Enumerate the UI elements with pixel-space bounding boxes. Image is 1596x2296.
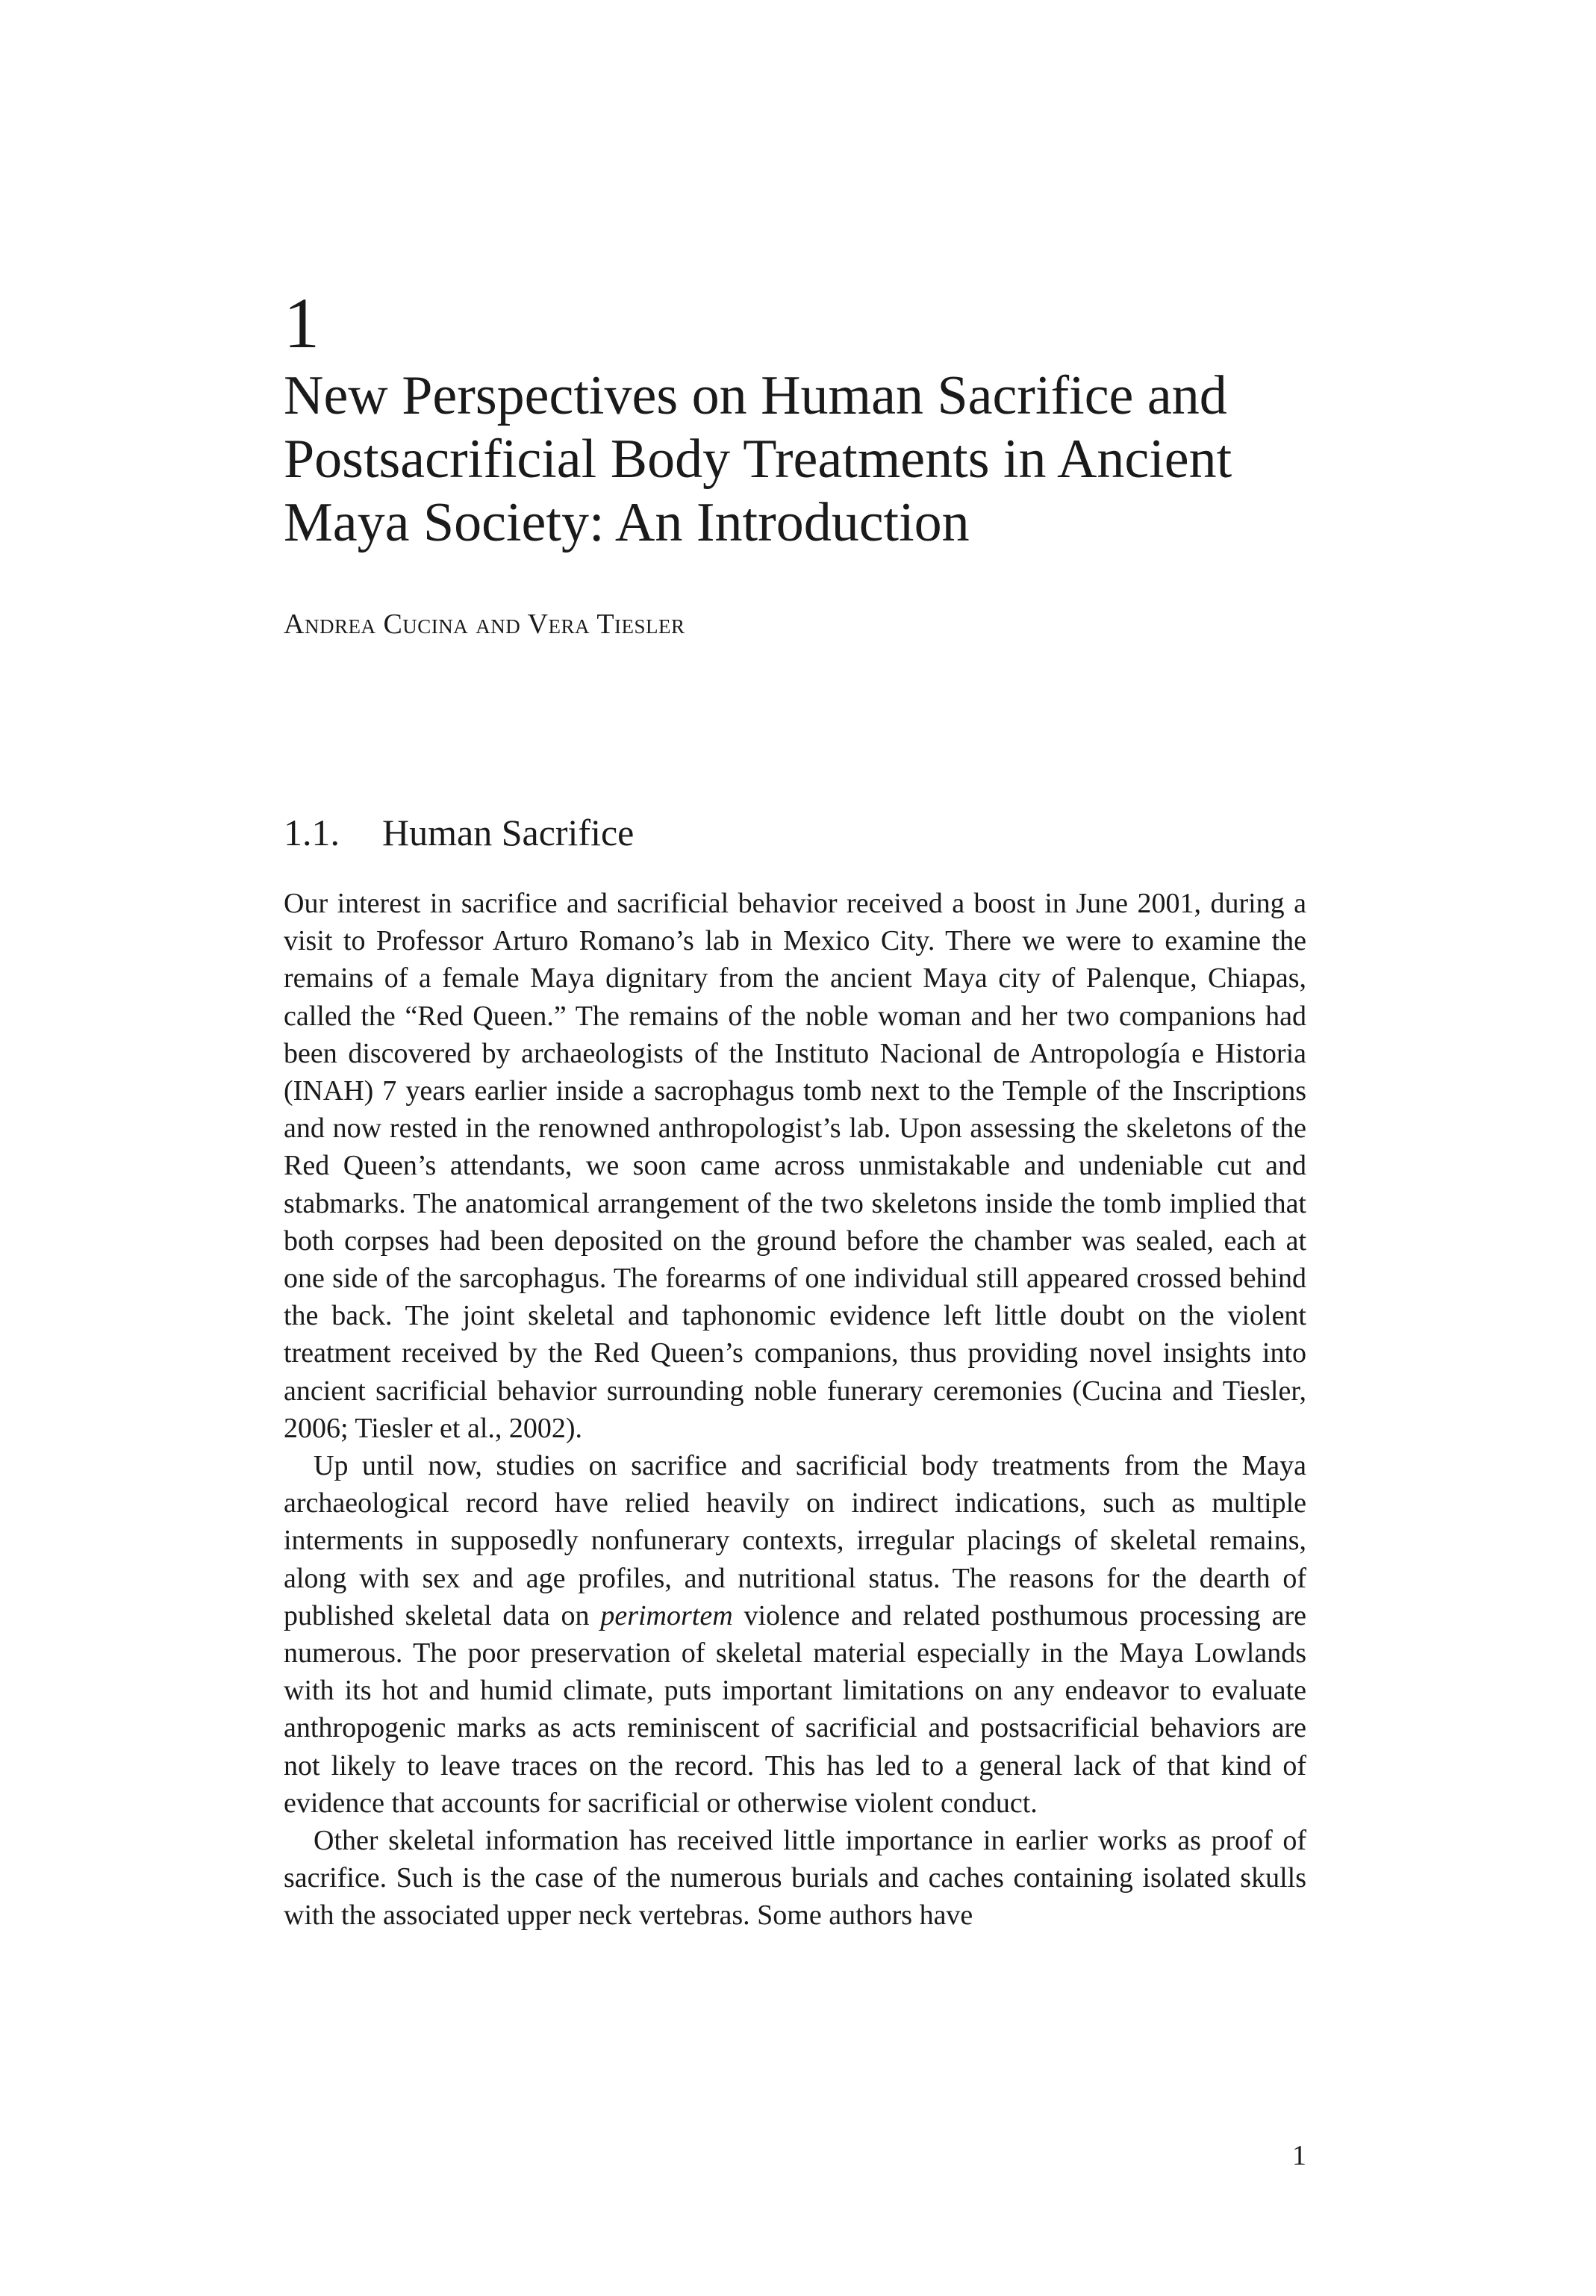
paragraph bbox=[284, 1447, 1306, 1822]
paragraph-text: violence and related posthumous processing are numerous. The poor preservation of skeletal material especially in the Maya Lowlands with its hot and humid climate, puts important limitations on any endeavor to evaluate anthropogenic marks as acts reminiscent of sacrificial and postsacrificial behaviors are not likely to leave traces on the record. This has led to a general lack of that kind of evidence that accounts for sacrificial or otherwise violent conduct. bbox=[284, 1599, 1306, 1819]
paragraph bbox=[284, 885, 1306, 1447]
body-text bbox=[284, 885, 1306, 1935]
chapter-authors: Andrea Cucina and Vera Tiesler bbox=[284, 609, 685, 640]
section-heading bbox=[284, 814, 634, 851]
paragraph-text: Up until now, studies on sacrifice and sacrificial body treatments from the Maya archaeological record have relied heavily on indirect indications, such as multiple interments in supposedly nonfunerary contexts, irregular placings of skeletal remains, along with sex and age profiles, and nutritional status. The reasons for the dearth of published skeletal data on bbox=[284, 1450, 1306, 1631]
paragraph bbox=[284, 1822, 1306, 1935]
book-page bbox=[284, 0, 1306, 2296]
paragraph-text: Our interest in sacrifice and sacrificial behavior received a boost in June 2001, during a visit to Professor Arturo Romano’s lab in Mexico City. There we were to examine the remains of a female Maya dignitary from the ancient Maya city of Palenque, Chiapas, called the “Red Queen.” The remains of the noble woman and her two companions had been discovered by archaeologists of the Instituto Nacional de Antropología e Historia (INAH) 7 years earlier inside a sacrophagus tomb next to the Temple of the Inscriptions and now rested in the renowned anthropologist’s lab. Upon assessing the skeletons of the Red Queen’s attendants, we soon came across unmistakable and undeniable cut and stabmarks. The anatomical arrangement of the two skeletons inside the tomb implied that both corpses had been deposited on the ground before the chamber was sealed, each at one side of the sarcophagus. The forearms of one individual still appeared crossed behind the back. The joint skeletal and taphonomic evidence left little doubt on the violent treatment received by the Red Queen’s companions, thus providing novel insights into ancient sacrificial behavior surrounding noble funerary ceremonies (Cucina and Tiesler, 2006; Tiesler et al., 2002). bbox=[284, 888, 1306, 1444]
paragraph-text: Other skeletal information has received little importance in earlier works as proof of sacrifice. Such is the case of the numerous burials and caches containing isolated skulls with the associated upper neck vertebras. Some authors have bbox=[284, 1825, 1306, 1932]
section-title: Human Sacrifice bbox=[382, 812, 635, 853]
italic-term: perimortem bbox=[600, 1599, 733, 1631]
page-number: 1 bbox=[1292, 2140, 1306, 2171]
chapter-title: New Perspectives on Human Sacrifice and Postsacrificial Body Treatments in Ancient Maya Society: An Introduction bbox=[284, 365, 1232, 553]
section-number: 1.1. bbox=[284, 812, 340, 853]
chapter-number: 1 bbox=[284, 283, 319, 363]
